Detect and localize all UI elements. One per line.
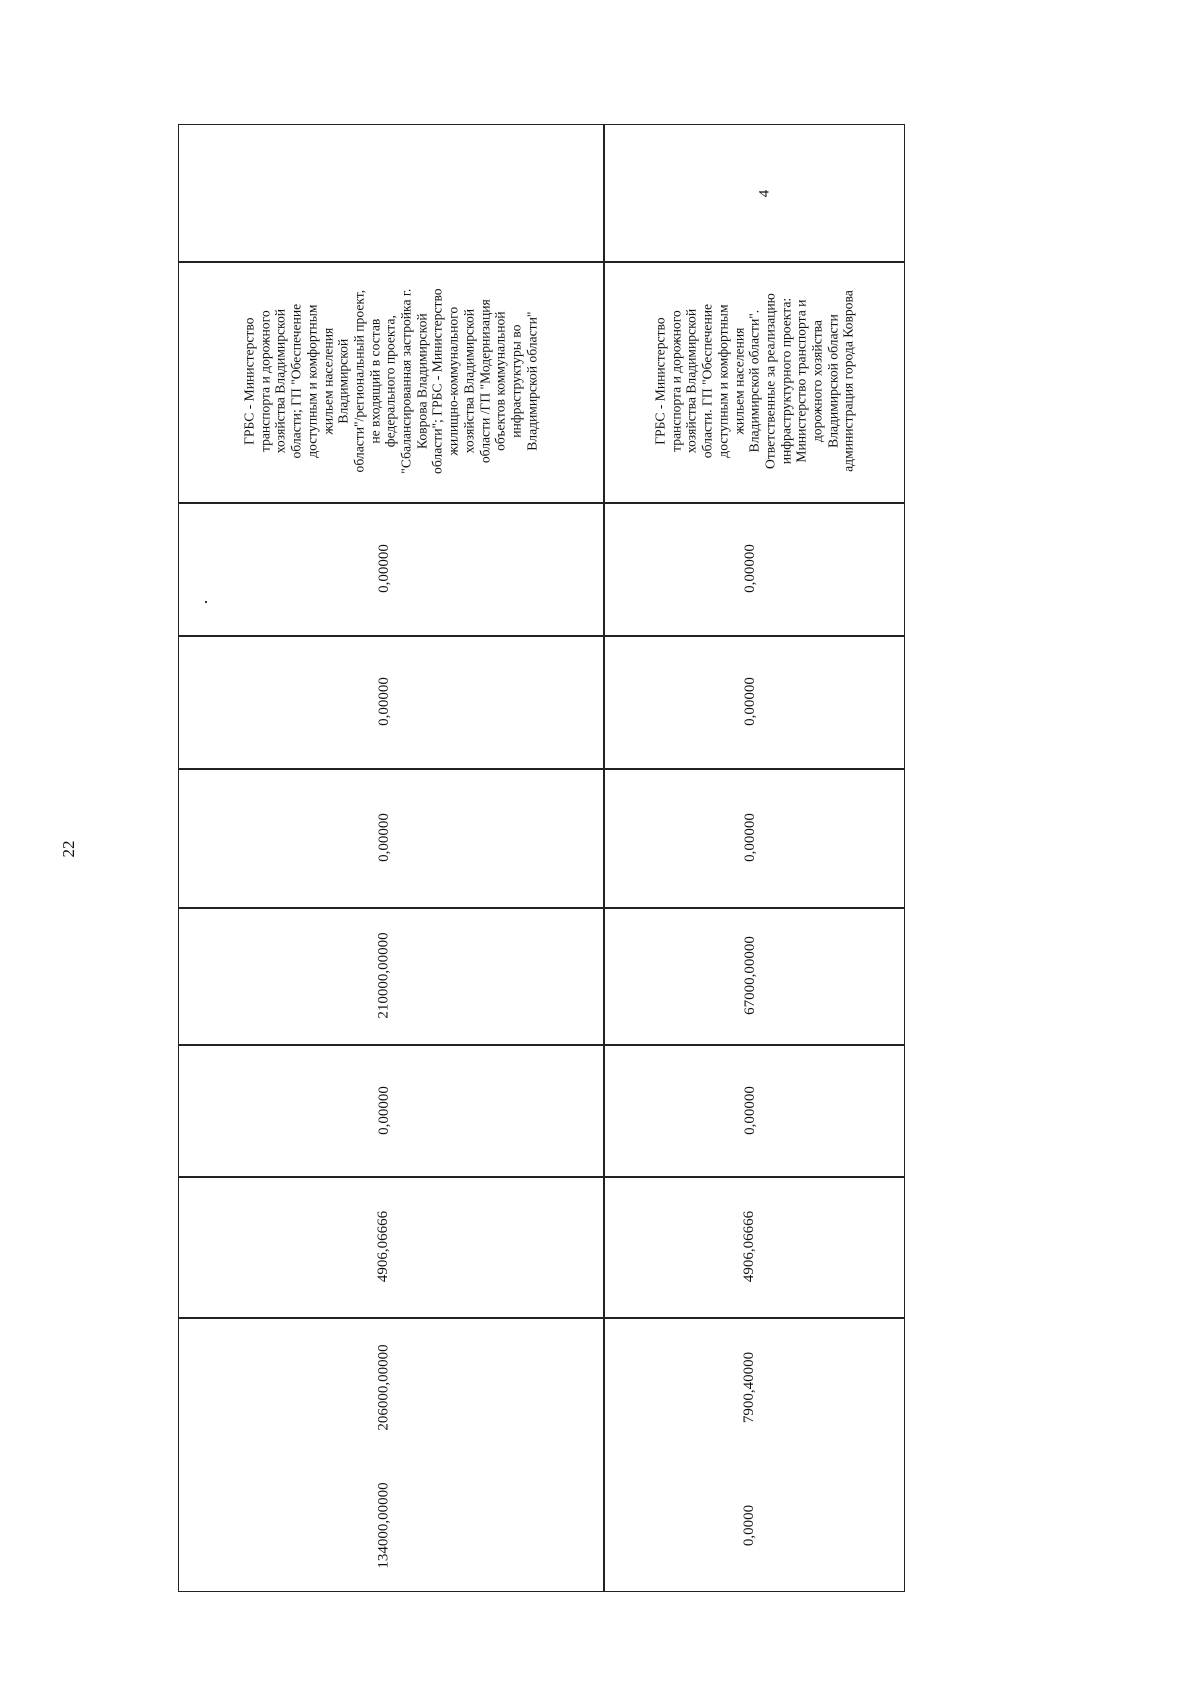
table-cell-value: 0,00000 <box>741 1085 758 1135</box>
table-cell-value: 0,00000 <box>375 677 392 726</box>
table-cell-value: 67000,00000 <box>741 936 758 1015</box>
table-cell-responsible: ГРБС - Министерство транспорта и дорожного хозяйства Владимирской области. ГП "Обеспечение доступным и комфортным жильем населения Владимирской области". Ответственные за реализацию инфраструктурного проекта: Министерство транспорта и дорожного хозяйства Владимирской области администрация города Коврова <box>652 290 856 473</box>
column-divider <box>179 1044 904 1046</box>
table-cell-value: 0,00000 <box>375 813 392 862</box>
table-cell-row-number: 4 <box>755 189 772 197</box>
table-cell-value: 0,00000 <box>741 544 758 593</box>
table-cell-value: 134000,00000 <box>375 1482 392 1569</box>
column-divider <box>179 502 904 504</box>
table-cell-value: 0,00000 <box>375 544 392 593</box>
table-cell-value: 0,00000 <box>741 677 758 726</box>
table-cell-responsible: ГРБС - Министерство транспорта и дорожного хозяйства Владимирской области; ГП "Обеспечение доступным и комфортным жильем населения Владимирской области"/региональный проект, не входящий в состав федерального проекта, "Сбалансированная застройка г. Коврова Владимирской области"; ГРБС - Министерство жилищно-коммунального хозяйства Владимирской области /ГП "Модернизация объектов коммунальной инфраструктуры во Владимирской области" <box>241 288 540 475</box>
table-cell-value: 0,0000 <box>741 1504 758 1547</box>
page-number: 22 <box>59 840 78 858</box>
table-cell-value: 7900,40000 <box>741 1351 758 1424</box>
column-divider <box>179 1176 904 1178</box>
column-divider <box>179 635 904 637</box>
table-cell-value: 4906,06666 <box>741 1210 758 1283</box>
scan-speck <box>205 601 207 603</box>
table-cell-row-number <box>179 125 603 261</box>
column-divider <box>179 907 904 909</box>
column-divider <box>179 768 904 770</box>
table-cell-value: 4906,06666 <box>375 1210 392 1283</box>
data-table <box>178 124 905 1592</box>
table-cell-value: 0,00000 <box>741 813 758 862</box>
table-cell-value: 206000,00000 <box>375 1344 392 1431</box>
table-cell-value: 0,00000 <box>375 1085 392 1135</box>
table-cell-value: 210000,00000 <box>375 932 392 1019</box>
column-divider <box>179 1317 904 1319</box>
